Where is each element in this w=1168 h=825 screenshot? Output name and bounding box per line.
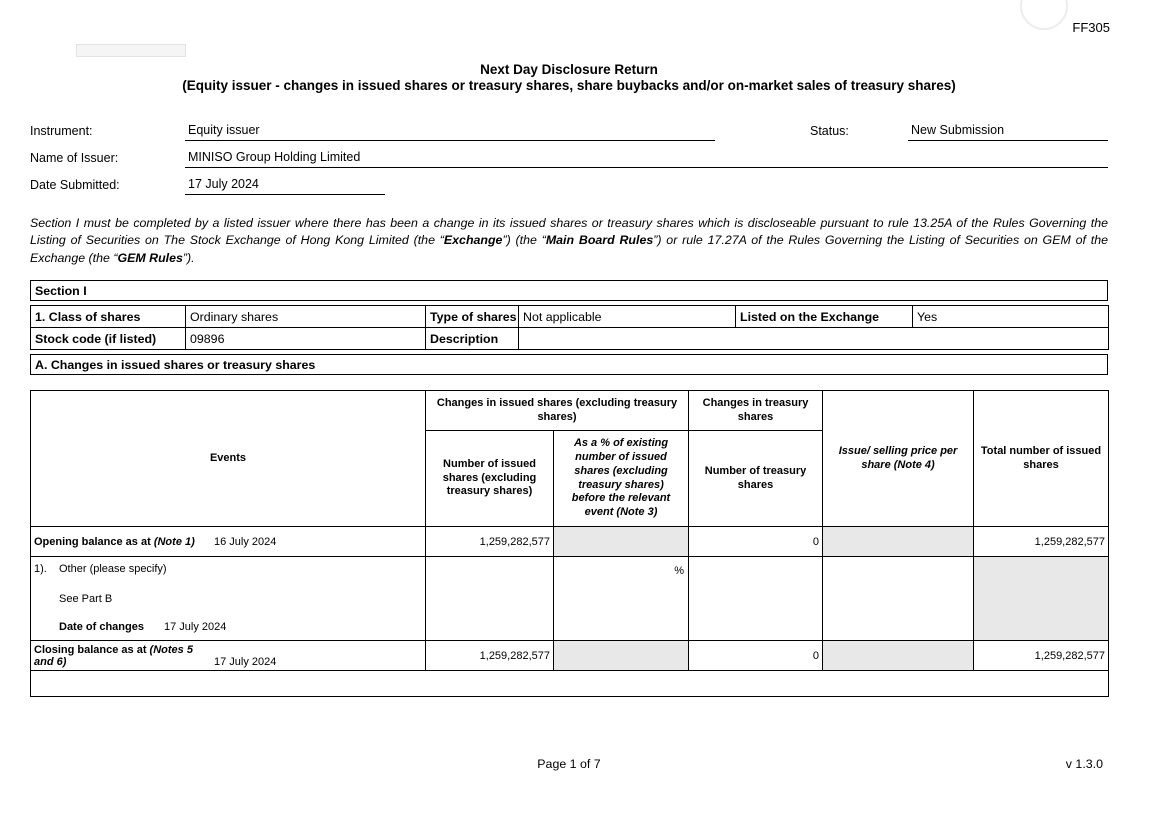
event-percent-cell: % bbox=[554, 557, 689, 641]
event-date-label: Date of changes bbox=[59, 621, 144, 634]
class-of-shares-value: Ordinary shares bbox=[186, 306, 426, 328]
opening-num-issued: 1,259,282,577 bbox=[426, 527, 554, 557]
stock-code-row bbox=[31, 328, 1109, 350]
section-i-title: Section I bbox=[31, 281, 1108, 301]
description-value bbox=[519, 328, 1109, 350]
date-submitted-field: 17 July 2024 bbox=[185, 177, 385, 195]
issuer-label: Name of Issuer: bbox=[30, 150, 119, 165]
version-number: v 1.3.0 bbox=[1065, 757, 1103, 772]
opening-total: 1,259,282,577 bbox=[974, 527, 1109, 557]
col-group-treasury-shares: Changes in treasury shares bbox=[689, 391, 823, 431]
closing-price-cell-shaded bbox=[823, 641, 974, 671]
page-footer bbox=[30, 757, 1108, 771]
description-label: Description bbox=[426, 328, 519, 350]
event-num-issued-cell bbox=[426, 557, 554, 641]
redacted-box bbox=[76, 44, 186, 57]
page-title: Next Day Disclosure Return bbox=[480, 62, 658, 77]
title-block bbox=[30, 62, 1108, 94]
opening-percent-cell-shaded bbox=[554, 527, 689, 557]
col-header-percent: As a % of existing number of issued shares (excluding treasury shares) before the relevant event (Note 3) bbox=[554, 431, 689, 527]
col-header-num-issued: Number of issued shares (excluding treasury shares) bbox=[426, 431, 554, 527]
closing-num-treasury: 0 bbox=[689, 641, 823, 671]
closing-total: 1,259,282,577 bbox=[974, 641, 1109, 671]
instrument-label: Instrument: bbox=[30, 123, 93, 138]
event-detail: See Part B bbox=[59, 593, 113, 606]
changes-table bbox=[30, 390, 1109, 697]
status-field: New Submission bbox=[908, 123, 1108, 141]
col-header-total: Total number of issued shares bbox=[974, 391, 1109, 527]
opening-balance-text: Opening balance as at bbox=[34, 535, 154, 548]
empty-cell bbox=[31, 671, 1109, 697]
intro-paragraph bbox=[30, 215, 1108, 268]
page-number: Page 1 of 7 bbox=[537, 757, 601, 772]
instrument-field: Equity issuer bbox=[185, 123, 715, 141]
date-submitted-label: Date Submitted: bbox=[30, 177, 120, 192]
closing-balance-label bbox=[34, 644, 214, 668]
part-a-bar bbox=[30, 354, 1108, 375]
stock-code-value: 09896 bbox=[186, 328, 426, 350]
event-date-line bbox=[59, 621, 422, 633]
share-class-table bbox=[30, 305, 1109, 350]
opening-balance-date: 16 July 2024 bbox=[214, 535, 277, 548]
opening-num-treasury: 0 bbox=[689, 527, 823, 557]
event-num-treasury-cell bbox=[689, 557, 823, 641]
listed-on-exchange-value: Yes bbox=[913, 306, 1109, 328]
intro-bold-exchange: Exchange bbox=[443, 233, 503, 248]
opening-balance-row bbox=[31, 527, 1109, 557]
closing-balance-label-cell bbox=[31, 641, 426, 671]
empty-row bbox=[31, 671, 1109, 697]
event-total-cell-shaded bbox=[974, 557, 1109, 641]
intro-text: ”) or rule 17.27A of the Rules Governing the Listing of Securities on GEM of the Exchange (the “ bbox=[30, 233, 1108, 266]
type-of-shares-value: Not applicable bbox=[519, 306, 736, 328]
col-header-price: Issue/ selling price per share (Note 4) bbox=[823, 391, 974, 527]
col-header-num-treasury: Number of treasury shares bbox=[689, 431, 823, 527]
opening-balance-note: (Note 1) bbox=[153, 535, 195, 548]
event-row bbox=[31, 557, 1109, 641]
event-name: Other (please specify) bbox=[59, 563, 167, 576]
intro-text: ”). bbox=[182, 251, 195, 266]
event-index: 1). bbox=[34, 563, 47, 576]
class-of-shares-label: 1. Class of shares bbox=[31, 306, 186, 328]
status-label: Status: bbox=[810, 123, 849, 138]
closing-balance-row bbox=[31, 641, 1109, 671]
stock-code-label: Stock code (if listed) bbox=[31, 328, 186, 350]
type-of-shares-label: Type of shares bbox=[426, 306, 519, 328]
col-group-issued-shares: Changes in issued shares (excluding treasury shares) bbox=[426, 391, 689, 431]
table-header-row-1 bbox=[31, 391, 1109, 431]
intro-text: Section I must be completed by a listed issuer where there has been a change in its issued shares or treasury shares which is discloseable pursuant to rule 13.25A of the Rules Governing the Listing of Securities on The Stock Exchange of Hong Kong Limited (the “ bbox=[30, 215, 1108, 248]
issuer-field: MINISO Group Holding Limited bbox=[185, 150, 1108, 168]
form-meta bbox=[30, 114, 1108, 195]
opening-price-cell-shaded bbox=[823, 527, 974, 557]
event-details-cell bbox=[31, 557, 426, 641]
event-date: 17 July 2024 bbox=[164, 621, 227, 634]
page-subtitle: (Equity issuer - changes in issued shares or treasury shares, share buybacks and/or on-market sales of treasury shares) bbox=[182, 77, 956, 93]
opening-balance-label-cell bbox=[31, 527, 426, 557]
class-of-shares-row bbox=[31, 306, 1109, 328]
closing-balance-date: 17 July 2024 bbox=[214, 655, 277, 668]
section-i-bar bbox=[30, 280, 1108, 301]
intro-bold-gem-rules: GEM Rules bbox=[117, 251, 183, 266]
closing-num-issued: 1,259,282,577 bbox=[426, 641, 554, 671]
form-code: FF305 bbox=[1072, 20, 1110, 35]
opening-balance-label bbox=[34, 536, 214, 548]
closing-balance-note: (Notes 5 and 6) bbox=[34, 643, 193, 668]
event-price-cell bbox=[823, 557, 974, 641]
intro-text: ”) (the “ bbox=[502, 233, 546, 248]
listed-on-exchange-label: Listed on the Exchange bbox=[736, 306, 913, 328]
closing-balance-text: Closing balance as at bbox=[34, 643, 150, 656]
intro-bold-main-board-rules: Main Board Rules bbox=[545, 233, 654, 248]
instrument-row bbox=[30, 114, 1108, 141]
issuer-row bbox=[30, 141, 1108, 168]
closing-percent-cell-shaded bbox=[554, 641, 689, 671]
event-name-line bbox=[34, 563, 422, 575]
col-header-events: Events bbox=[31, 391, 426, 527]
date-submitted-row bbox=[30, 168, 1108, 195]
part-a-title: A. Changes in issued shares or treasury shares bbox=[31, 355, 1108, 375]
